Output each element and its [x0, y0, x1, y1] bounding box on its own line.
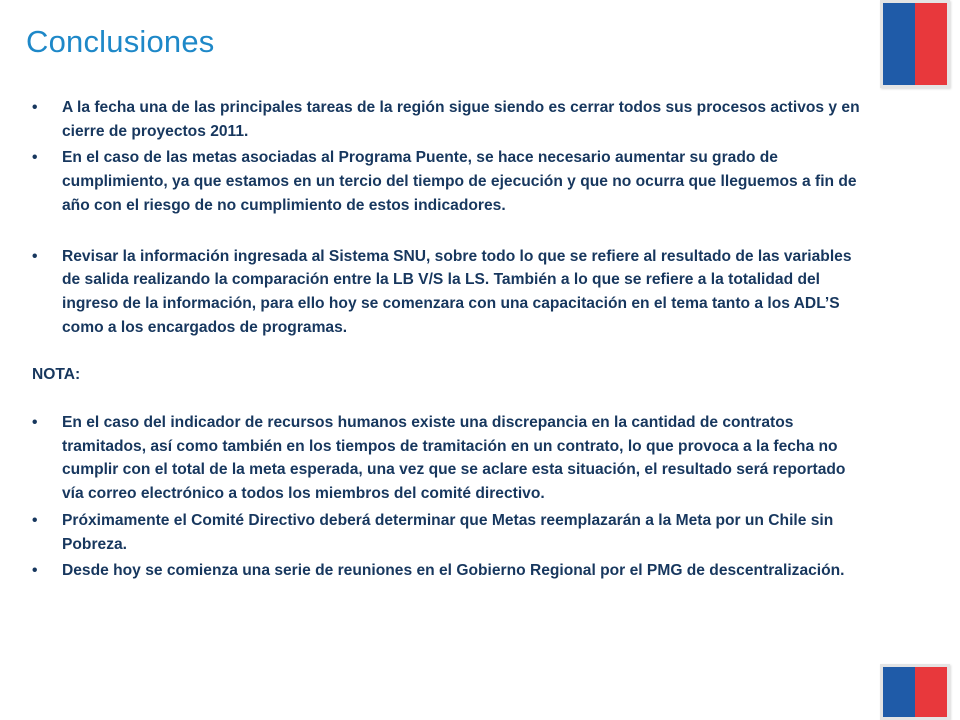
bullet-item [30, 146, 862, 217]
chile-flag-decoration-top [880, 0, 950, 88]
bullet-text: En el caso de las metas asociadas al Programa Puente, se hace necesario aumentar su grado de cumplimiento, ya que estamos en un tercio del tiempo de ejecución y que no ocurra que lleguemos a fin de año con el riesgo de no cumplimiento de estos indicadores. [62, 149, 857, 214]
bullet-item [30, 411, 862, 506]
bullet-icon: • [32, 414, 38, 432]
bullet-text: En el caso del indicador de recursos humanos existe una discrepancia en la cantidad de contratos tramitados, así como también en los tiempos de tramitación en un contrato, lo que provoca a la fecha no cumplir con el total de la meta esperada, una vez que se aclare esta situación, el resultado será reportado vía correo electrónico a todos los miembros del comité directivo. [62, 414, 846, 503]
flag-blue-stripe [880, 0, 915, 88]
bullet-item [30, 96, 862, 143]
flag-red-stripe [915, 664, 950, 720]
bullet-text: A la fecha una de las principales tareas de la región sigue siendo es cerrar todos sus procesos activos y en cierre de proyectos 2011. [62, 99, 860, 140]
bullet-icon: • [32, 511, 38, 529]
bullet-icon: • [32, 247, 38, 265]
bullet-icon: • [32, 562, 38, 580]
bullet-icon: • [32, 99, 38, 116]
bullet-text: Próximamente el Comité Directivo deberá determinar que Metas reemplazarán a la Meta por un Chile sin Pobreza. [62, 511, 834, 553]
slide-title: Conclusiones [26, 24, 215, 59]
bullet-item [30, 245, 862, 340]
slide-body [30, 96, 862, 583]
nota-label: NOTA: [32, 366, 81, 384]
bullet-text: Revisar la información ingresada al Sistema SNU, sobre todo lo que se refiere al resultado de las variables de salida realizando la comparación entre la LB V/S la LS. También a lo que se refiere a la totalidad del ingreso de la información, para ello hoy se comenzara con una capacitación en el tema tanto a los ADL’S como a los encargados de programas. [62, 247, 852, 336]
bullet-text: Desde hoy se comienza una serie de reuniones en el Gobierno Regional por el PMG de descentralización. [62, 562, 845, 580]
bullet-item [30, 509, 862, 556]
flag-blue-stripe [880, 664, 915, 720]
flag-red-stripe [915, 0, 950, 88]
chile-flag-decoration-bottom [880, 664, 950, 720]
bullet-item [30, 559, 862, 583]
bullet-icon: • [32, 149, 38, 167]
